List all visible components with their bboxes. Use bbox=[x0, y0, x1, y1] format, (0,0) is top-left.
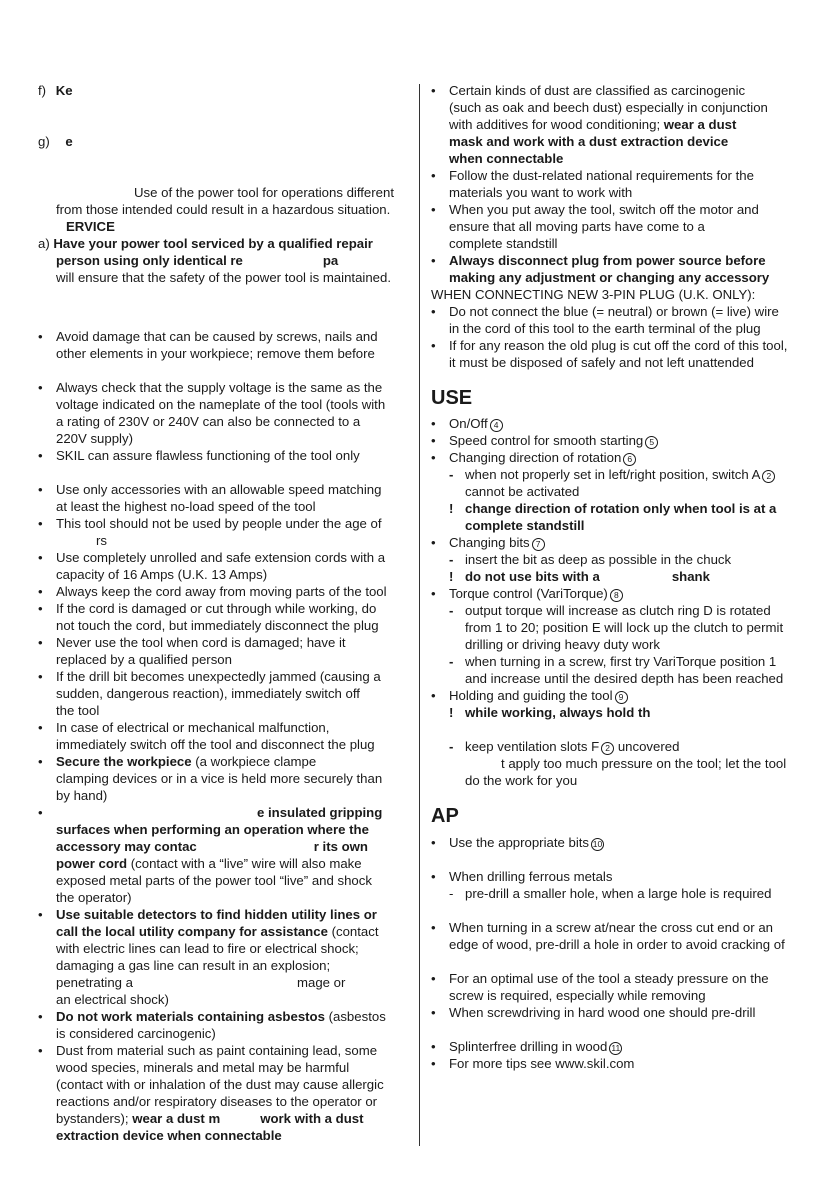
ap-crosscut: • When turning in a screw at/near the cross cut end or an edge of wood, pre-drill a hole in order to avoid cracking of bbox=[431, 919, 803, 953]
ap-item: Use the appropriate bits bbox=[449, 835, 590, 850]
workpiece-text: by hand) bbox=[56, 788, 108, 803]
dust-text: Dust from material such as paint containing lead, some bbox=[56, 1043, 378, 1058]
carc-bold: mask and work with a dust extraction device bbox=[449, 134, 729, 149]
dust-text: wood species, minerals and metal may be harmful bbox=[56, 1060, 350, 1075]
bullet-carcinogenic: • Certain kinds of dust are classified as carcinogenic (such as oak and beech dust) especially in conjunction with additives for wood conditioning; wear a dust mask and work with a dust extraction device when connectable bbox=[431, 82, 803, 167]
bullet-line: Avoid damage that can be caused by screws, nails and bbox=[56, 329, 378, 344]
bullet-line: at least the highest no-load speed of the tool bbox=[56, 499, 316, 514]
insulated-bold: r its own bbox=[313, 839, 368, 854]
bullet-line: the tool bbox=[56, 703, 100, 718]
sub-text: output torque will increase as clutch ring D is rotated bbox=[465, 603, 771, 618]
bullet-line: replaced by a qualified person bbox=[56, 652, 232, 667]
item-g bbox=[38, 133, 410, 150]
bullet-line: Always keep the cord away from moving parts of the tool bbox=[56, 584, 387, 599]
detect-text: damaging a gas line can result in an explosion; bbox=[56, 958, 331, 973]
bullet-line: Use only accessories with an allowable speed matching bbox=[56, 482, 382, 497]
dust-bold: work with a dust bbox=[260, 1111, 364, 1126]
intended-use-text bbox=[38, 184, 410, 218]
bullet-asbestos: • Do not work materials containing asbestos (asbestos is considered carcinogenic) bbox=[38, 1008, 410, 1042]
workpiece-text: clamping devices or in a vice is held more securely than bbox=[56, 771, 383, 786]
bullet-group-dust-safety: • Certain kinds of dust are classified as carcinogenic (such as oak and beech dust) especially in conjunction with additives for wood conditioning; wear a dust mask and work with a dust extraction device when connectable • Follow the dust-related national requirements for the materials you want to work with • When you put away the tool, switch off the motor and ensure that all moving parts have come to a complete standstill • Always disconnect plug from power source before making any adjustment or changing any accessory WHEN CONNECTING NEW 3-PIN PLUG (U.K. ONLY): • Do not connect the blue (= neutral) or brown (= live) wire in the cord of this tool to the earth terminal of the plug • If for any reason the old plug is cut off the cord of this tool, it must be disposed of safely and not left unattended bbox=[431, 82, 803, 371]
detect-text: (contact bbox=[331, 924, 379, 939]
asbestos-text: (asbestos bbox=[328, 1009, 386, 1024]
insulated-bold: power cord bbox=[56, 856, 128, 871]
service-heading: ERVICE bbox=[66, 219, 115, 234]
ap-list: • Use the appropriate bits 10 bbox=[431, 835, 603, 850]
bullet-line: When you put away the tool, switch off the motor and bbox=[449, 202, 759, 217]
figure-ref: 6 bbox=[623, 453, 636, 466]
item-g-text: e bbox=[65, 134, 73, 149]
figure-ref: 11 bbox=[609, 1042, 622, 1055]
ap-pressure: • For an optimal use of the tool a steady pressure on the screw is required, especially while removing • When screwdriving in hard wood one should pre-drill bbox=[431, 970, 803, 1021]
item-f-marker: f) bbox=[38, 83, 47, 98]
asbestos-bold: Do not work materials containing asbestos bbox=[56, 1009, 325, 1024]
bullet-line: SKIL can assure flawless functioning of the tool only bbox=[56, 448, 360, 463]
bullet-line: If for any reason the old plug is cut off the cord of this tool, bbox=[449, 338, 788, 353]
item-a-bold-2b: pa bbox=[322, 253, 339, 268]
bullet-line: voltage indicated on the nameplate of the tool (tools with bbox=[56, 397, 386, 412]
carc-bold: wear a dust bbox=[663, 117, 737, 132]
asbestos-text: is considered carcinogenic) bbox=[56, 1026, 216, 1041]
figure-ref: 2 bbox=[601, 742, 614, 755]
ap-item: For an optimal use of the tool a steady pressure on the bbox=[449, 971, 769, 986]
bullet-line: in the cord of this tool to the earth terminal of the plug bbox=[449, 321, 761, 336]
bullet-group-accessories: • Use only accessories with an allowable speed matching at least the highest no-load speed of the tool • This tool should not be used by people under the age of rs • Use completely unrolled and safe extension cords with a capacity of 16 Amps (U.K. 13 Amps) • Always keep the cord away from moving parts of the tool • If the cord is damaged or cut through while working, do not touch the cord, but immediately disconnect the plug • Never use the tool when cord is damaged; have it replaced by a qualified person • If the drill bit becomes unexpectedly jammed (causing a sudden, dangerous reaction), immediately switch off the tool • In case of electrical or mechanical malfunction, immediately switch off the tool and disconnect the plug • Secure the workpiece (a workpiece clampe clamping devices or in a vice is held more securely than by hand) • e insulated gripping surfaces when performing an operation where the accessory may contac r its own power cord (contact with a “live” wire will also make exposed metal parts of the power tool “live” and shock the operator) • Use suitable detectors to find hidden utility lines or call the local utility company for assistance (contact with electric lines can lead to fire or electrical shock; damaging a gas line can result in an explosion; penetrating a mage or an electrical shock) • Do not work materials containing asbestos (asbestos is considered carcinogenic) • Dust from material such as paint containing lead, some wood species, minerals and metal may be harmful (contact with or inhalation of the dust may cause allergic reactions and/or respiratory diseases to the operator or bystanders); wear a dust m work with a dust extraction device when connectable bbox=[38, 481, 410, 1144]
sub-text: t apply too much pressure on the tool; let the tool bbox=[501, 756, 787, 771]
bullet-line: In case of electrical or mechanical malfunction, bbox=[56, 720, 330, 735]
item-a-bold-1: Have your power tool serviced by a qualified repair bbox=[53, 236, 373, 251]
bullet-supply-voltage: • Always check that the supply voltage is the same as the voltage indicated on the nameplate of the tool (tools with a rating of 230V or 240V can also be connected to a 220V supply) • SKIL can assure flawless functioning of the tool only bbox=[38, 379, 410, 464]
use-heading: USE bbox=[431, 387, 473, 409]
insulated-bold: accessory may contac bbox=[56, 839, 197, 854]
detect-text: mage or bbox=[297, 975, 346, 990]
ap-item: For more tips see www.skil.com bbox=[449, 1056, 635, 1071]
ap-heading: AP bbox=[431, 805, 459, 827]
dust-bold: wear a dust m bbox=[132, 1111, 221, 1126]
bullet-line: immediately switch off the tool and disconnect the plug bbox=[56, 737, 375, 752]
bullet-avoid-damage: • Avoid damage that can be caused by screws, nails and other elements in your workpiece; remove them before bbox=[38, 328, 410, 362]
sub-text: uncovered bbox=[617, 739, 680, 754]
insulated-bold: surfaces when performing an operation where the bbox=[56, 822, 369, 837]
ap-item: edge of wood, pre-drill a hole in order to avoid cracking of bbox=[449, 937, 785, 952]
sub-text: do the work for you bbox=[465, 773, 578, 788]
intended-use-line-2: from those intended could result in a hazardous situation. bbox=[56, 202, 391, 217]
plug-heading: WHEN CONNECTING NEW 3-PIN PLUG (U.K. ONLY): bbox=[431, 287, 756, 302]
dust-text: (contact with or inhalation of the dust may cause allergic bbox=[56, 1077, 384, 1092]
ap-item: When screwdriving in hard wood one should pre-drill bbox=[449, 1005, 756, 1020]
intended-use-line-1: Use of the power tool for operations different bbox=[134, 185, 394, 200]
detect-text: an electrical shock) bbox=[56, 992, 169, 1007]
ap-item: When turning in a screw at/near the cross cut end or an bbox=[449, 920, 773, 935]
item-a-bold-2a: person using only identical re bbox=[56, 253, 243, 268]
ap-item: When drilling ferrous metals bbox=[449, 869, 613, 884]
detect-bold: call the local utility company for assistance bbox=[56, 924, 328, 939]
detect-bold: Use suitable detectors to find hidden utility lines or bbox=[56, 907, 377, 922]
bullet-line: Never use the tool when cord is damaged; have it bbox=[56, 635, 346, 650]
use-item: On/Off bbox=[449, 416, 488, 431]
use-item: Changing direction of rotation bbox=[449, 450, 622, 465]
sub-text: keep ventilation slots F bbox=[465, 739, 600, 754]
bullet-line: If the drill bit becomes unexpectedly jammed (causing a bbox=[56, 669, 381, 684]
sub-text: change direction of rotation only when tool is at a bbox=[465, 501, 777, 516]
figure-ref: 10 bbox=[592, 839, 603, 849]
use-item: Torque control (VariTorque) bbox=[449, 586, 608, 601]
bullet-line: a rating of 230V or 240V can also be connected to a bbox=[56, 414, 361, 429]
item-a-marker: a) bbox=[38, 236, 50, 251]
insulated-text: the operator) bbox=[56, 890, 132, 905]
ap-item: screw is required, especially while removing bbox=[449, 988, 706, 1003]
figure-ref: 2 bbox=[762, 470, 775, 483]
dust-text: reactions and/or respiratory diseases to the operator or bbox=[56, 1094, 378, 1109]
figure-ref: 9 bbox=[615, 691, 628, 704]
figure-ref: 7 bbox=[532, 538, 545, 551]
sub-text: when turning in a screw, first try VariTorque position 1 bbox=[465, 654, 777, 669]
sub-text: do not use bits with a bbox=[465, 569, 600, 584]
figure-ref: 5 bbox=[645, 436, 658, 449]
carc-bold: when connectable bbox=[449, 151, 564, 166]
ap-item: Splinterfree drilling in wood bbox=[449, 1039, 608, 1054]
bullet-line: making any adjustment or changing any accessory bbox=[449, 270, 770, 285]
detect-text: with electric lines can lead to fire or electrical shock; bbox=[56, 941, 359, 956]
bullet-line: sudden, dangerous reaction), immediately switch off bbox=[56, 686, 360, 701]
carc-text: Certain kinds of dust are classified as carcinogenic bbox=[449, 83, 746, 98]
bullet-line: it must be disposed of safely and not left unattended bbox=[449, 355, 754, 370]
bullet-workpiece: • Secure the workpiece (a workpiece clampe clamping devices or in a vice is held more securely than by hand) bbox=[38, 753, 410, 804]
bullet-line: not touch the cord, but immediately disconnect the plug bbox=[56, 618, 379, 633]
bullet-line: Use completely unrolled and safe extension cords with a bbox=[56, 550, 386, 565]
ap-ferrous: • When drilling ferrous metals - pre-drill a smaller hole, when a large hole is required bbox=[431, 869, 772, 901]
workpiece-bold: Secure the workpiece bbox=[56, 754, 192, 769]
use-item: Changing bits bbox=[449, 535, 530, 550]
detect-text: penetrating a bbox=[56, 975, 133, 990]
sub-text: when not properly set in left/right position, switch A bbox=[465, 467, 761, 482]
item-f bbox=[38, 82, 410, 99]
bullet-line: 220V supply) bbox=[56, 431, 133, 446]
bullet-line: capacity of 16 Amps (U.K. 13 Amps) bbox=[56, 567, 268, 582]
sub-text: insert the bit as deep as possible in the chuck bbox=[465, 552, 732, 567]
use-item: Holding and guiding the tool bbox=[449, 688, 613, 703]
sub-text: and increase until the desired depth has been reached bbox=[465, 671, 784, 686]
sub-text: from 1 to 20; position E will lock up the clutch to permit bbox=[465, 620, 784, 635]
workpiece-text: (a workpiece clampe bbox=[195, 754, 317, 769]
item-a-text-3: will ensure that the safety of the power tool is maintained. bbox=[56, 270, 391, 285]
sub-text: cannot be activated bbox=[465, 484, 580, 499]
bullet-line: other elements in your workpiece; remove them before bbox=[56, 346, 375, 361]
ap-splinterfree: • Splinterfree drilling in wood 11 • For more tips see www.skil.com bbox=[431, 1039, 635, 1071]
bullet-line: rs bbox=[96, 533, 107, 548]
figure-ref: 4 bbox=[490, 419, 503, 432]
insulated-bold: e insulated gripping bbox=[257, 805, 383, 820]
sub-text: complete standstill bbox=[465, 518, 585, 533]
sub-text: pre-drill a smaller hole, when a large hole is required bbox=[465, 886, 772, 901]
bullet-line: materials you want to work with bbox=[449, 185, 633, 200]
bullet-detectors: • Use suitable detectors to find hidden utility lines or call the local utility company for assistance (contact with electric lines can lead to fire or electrical shock; damaging a gas line can result in an explosion; penetrating a mage or an electrical shock) bbox=[38, 906, 410, 1008]
figure-ref: 8 bbox=[610, 589, 623, 602]
dust-text: bystanders); bbox=[56, 1111, 129, 1126]
item-f-text: Ke bbox=[55, 83, 73, 98]
sub-text: while working, always hold th bbox=[465, 705, 651, 720]
bullet-line: Always disconnect plug from power source before bbox=[449, 253, 766, 268]
bullet-line: complete standstill bbox=[449, 236, 558, 251]
bullet-insulated: • e insulated gripping surfaces when performing an operation where the accessory may contac r its own power cord (contact with a “live” wire will also make exposed metal parts of the power tool “live” and shock the operator) bbox=[38, 804, 410, 906]
insulated-text: exposed metal parts of the power tool “live” and shock bbox=[56, 873, 372, 888]
bullet-line: If the cord is damaged or cut through while working, do bbox=[56, 601, 377, 616]
bullet-line: ensure that all moving parts have come to a bbox=[449, 219, 705, 234]
sub-text: drilling or driving heavy duty work bbox=[465, 637, 660, 652]
carc-text: with additives for wood conditioning; bbox=[449, 117, 661, 132]
bullet-line: Do not connect the blue (= neutral) or brown (= live) wire bbox=[449, 304, 779, 319]
use-list: • On/Off 4 • Speed control for smooth starting 5 • Changing direction of rotation 6 - when not properly set in left/right position, switch A 2 cannot be activated ! change direction of rotation only when tool is at a complete standstill • Changing bits 7 - insert the bit as deep as possible in the chuck ! do not use bits with a shank • Torque control (VariTorque) 8 - output torque will increase as clutch ring D is rotated from 1 to 20; position E will lock up the clutch to permit drilling or driving heavy duty work - when turning in a screw, first try VariTorque position 1 and increase until the desired depth has been reached • Holding and guiding the tool 9 ! while working, always hold th - keep ventilation slots F 2 uncovered t apply too much pressure on the tool; let the tool do the work for you bbox=[431, 415, 803, 789]
carc-text: (such as oak and beech dust) especially in conjunction bbox=[449, 100, 768, 115]
item-a bbox=[38, 235, 410, 286]
bullet-dust: • Dust from material such as paint containing lead, some wood species, minerals and metal may be harmful (contact with or inhalation of the dust may cause allergic reactions and/or respiratory diseases to the operator or bystanders); wear a dust m work with a dust extraction device when connectable bbox=[38, 1042, 410, 1144]
sub-text: shank bbox=[671, 569, 710, 584]
dust-bold: extraction device when connectable bbox=[56, 1128, 282, 1143]
bullet-line: Follow the dust-related national requirements for the bbox=[449, 168, 754, 183]
use-item: Speed control for smooth starting bbox=[449, 433, 644, 448]
column-divider bbox=[419, 84, 420, 1146]
bullet-line: Always check that the supply voltage is the same as the bbox=[56, 380, 383, 395]
item-g-marker: g) bbox=[38, 134, 50, 149]
insulated-text: (contact with a “live” wire will also make bbox=[130, 856, 362, 871]
bullet-line: This tool should not be used by people under the age of bbox=[56, 516, 382, 531]
